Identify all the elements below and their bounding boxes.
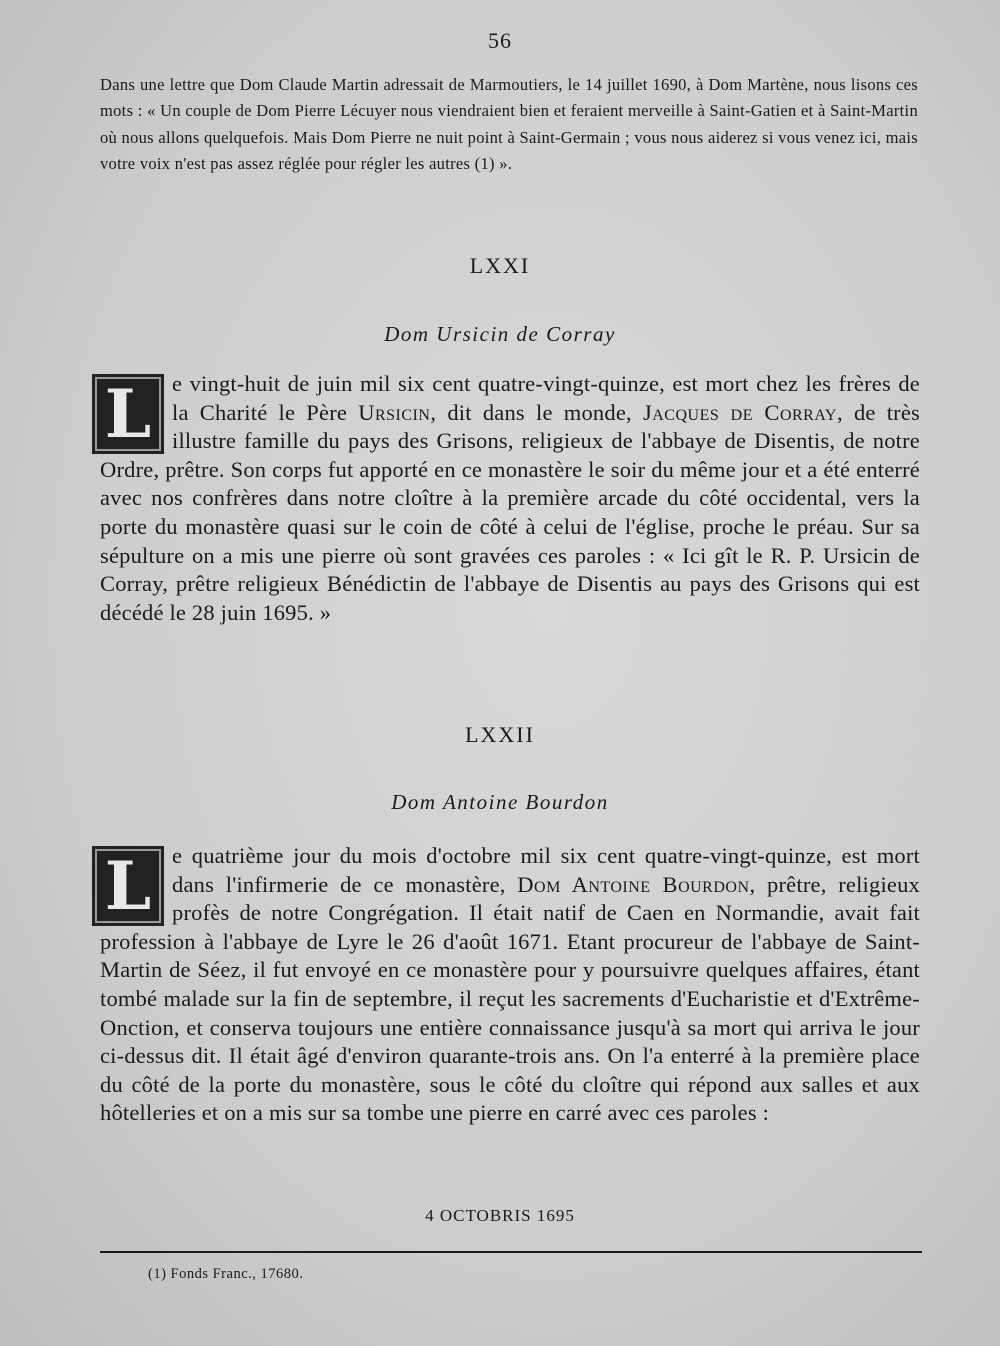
footnote-divider	[100, 1251, 922, 1253]
section-number-lxxii: LXXII	[465, 722, 535, 747]
tombstone-inscription: 4 OCTOBRIS 1695	[425, 1206, 575, 1225]
intro-paragraph: Dans une lettre que Dom Claude Martin adressait de Marmoutiers, le 14 juillet 1690, à Dom Martène, nous lisons ces mots : « Un couple de Dom Pierre Lécuyer nous viendraient bien et feraient merveille à Saint-Gatien et à Saint-Martin où nous allons quelquefois. Mais Dom Pierre ne nuit point à Saint-Germain ; vous nous aiderez si vous venez ici, mais votre voix n'est pas assez réglée pour régler les autres (1) ».	[100, 75, 918, 173]
obituary-text: , prêtre, religieux profès de notre Congrégation. Il était natif de Caen en Normandie, avait fait profession à l'abbaye de Lyre le 26 d'août 1671. Etant procureur de l'abbaye de Saint-Martin de Séez, il fut envoyé en ce monastère pour y poursuivre quelques affaires, étant tombé malade sur la fin de septembre, il reçut les sacrements d'Eucharistie et d'Extrême-Onction, et conserva toujours une entière connaissance jusqu'à sa mort qui arriva le jour ci-dessus dit. Il était âgé d'environ quarante-trois ans. On l'a enterré à la première place du côté de la porte du monastère, sous le côté du cloître qui répond aux salles et aux hôtelleries et on a mis sur sa tombe une pierre en carré avec ces paroles :	[100, 871, 920, 1126]
obituary-text: , de très illustre famille du pays des Grisons, religieux de l'abbaye de Disentis, de notre Ordre, prêtre. Son corps fut apporté en ce monastère le soir du même jour et a été enterré avec nos confrères dans notre cloître à la première arcade du côté occidental, vers la porte du monastère quasi sur le coin de côté à celui de l'église, proche le préau. Sur sa sépulture on a mis une pierre où sont gravées ces paroles : « Ici gît le R. P. Ursicin de Corray, prêtre religieux Bénédictin de l'abbaye de Disentis au pays des Grisons qui est décédé le 28 juin 1695. »	[100, 399, 920, 625]
obituary-text: e vingt-huit de juin mil six cent quatre-vingt-quinze, est mort chez les frères de la Charité le Père	[172, 371, 920, 425]
obituary-ursicin	[100, 370, 920, 627]
section-title-ursicin: Dom Ursicin de Corray	[384, 322, 616, 346]
ornamental-dropcap: L	[92, 846, 164, 926]
small-caps-name: Dom Antoine Bourdon	[517, 871, 750, 897]
small-caps-name: Ursicin	[358, 399, 431, 425]
page-number: 56	[488, 28, 512, 53]
obituary-bourdon	[100, 842, 920, 1128]
section-title-bourdon: Dom Antoine Bourdon	[391, 790, 609, 814]
footnote: (1) Fonds Franc., 17680.	[148, 1266, 304, 1282]
obituary-text: e quatrième jour du mois d'octobre mil six cent quatre-vingt-quinze, est mort dans l'infirmerie de ce monastère,	[172, 843, 920, 897]
small-caps-name: Jacques de Corray	[642, 399, 837, 425]
ornamental-dropcap: L	[92, 374, 164, 454]
obituary-text: , dit dans le monde,	[430, 399, 643, 425]
section-number-lxxi: LXXI	[469, 253, 531, 278]
